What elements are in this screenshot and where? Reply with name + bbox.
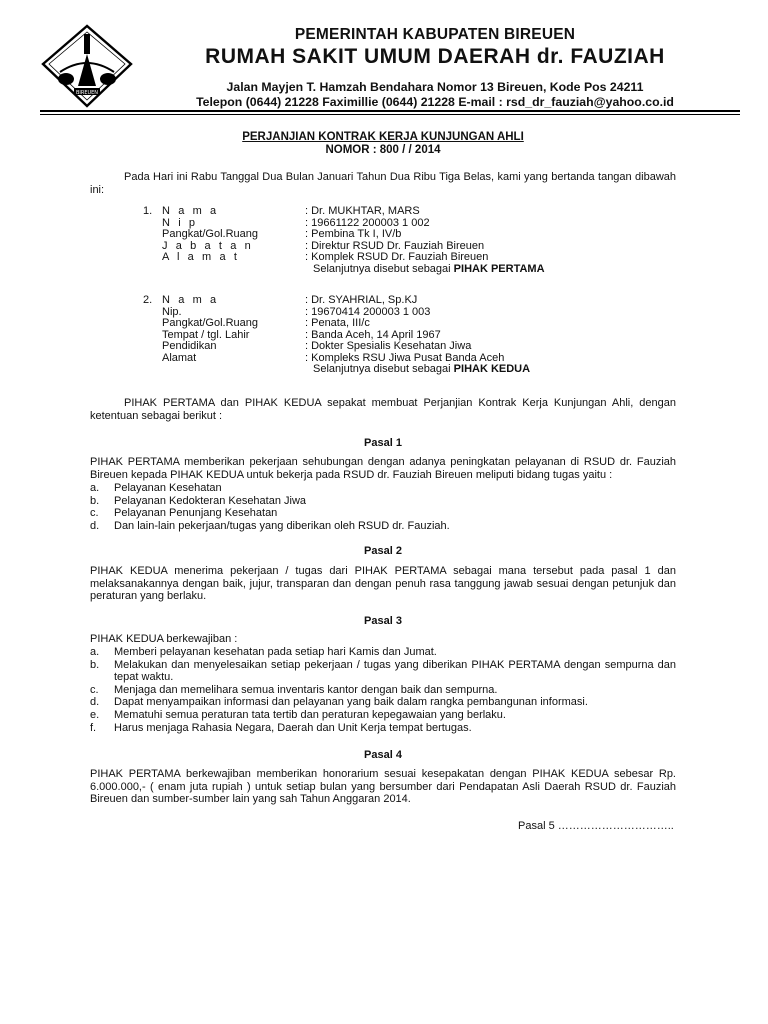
- party-two-value: : Dr. SYAHRIAL, Sp.KJ: [305, 294, 418, 306]
- party-two-label: Tempat / tgl. Lahir: [162, 328, 250, 341]
- pasal-3-title: Pasal 3: [364, 615, 402, 627]
- hospital-contact: Telepon (0644) 21228 Faximillie (0644) 21228 E-mail : rsd_dr_fauziah@yahoo.co.id: [196, 95, 674, 109]
- party-one-value: : Komplek RSUD Dr. Fauziah Bireuen: [305, 251, 489, 263]
- pasal-2-title: Pasal 2: [364, 545, 402, 557]
- party-one-label: N i p: [162, 216, 198, 229]
- list-item: b. Pelayanan Kedokteran Kesehatan Jiwa: [90, 494, 307, 507]
- pasal-4-text: PIHAK PERTAMA berkewajiban memberikan honorarium sesuai kesepakatan dengan PIHAK KEDUA sebesar Rp. 6.000.000,- ( enam juta rupiah ) untuk setiap bulan yang bersumber dari Pendapatan Asli Daerah RSUD dr. Fauziah Bireuen dan sumber-sumber lain yang sah Tahun Anggaran 2014.: [90, 768, 676, 806]
- list-item: c. Pelayanan Penunjang Kesehatan: [90, 507, 278, 520]
- pasal-3-list: [90, 646, 676, 734]
- pasal-1-text: PIHAK PERTAMA memberikan pekerjaan sehubungan dengan adanya peningkatan pelayanan di RSUD dr. Fauziah Bireuen kepada PIHAK KEDUA untuk bekerja pada RSUD dr. Fauziah Bireuen meliputi bidang tugas yaitu :: [90, 456, 676, 481]
- party-two-label: Pendidikan: [162, 340, 217, 352]
- party-two-label: N a m a: [162, 294, 219, 306]
- pasal-1-list: [90, 482, 676, 532]
- party-one-table: [143, 206, 703, 275]
- list-item: c. Menjaga dan memelihara semua inventaris kantor dengan baik dan sempurna.: [90, 683, 498, 696]
- list-item: e. Mematuhi semua peraturan tata tertib dan peraturan kepegawaian yang berlaku.: [90, 708, 506, 721]
- list-item: d. Dan lain-lain pekerjaan/tugas yang diberikan oleh RSUD dr. Fauziah.: [90, 519, 450, 532]
- list-item: d. Dapat menyampaikan informasi dan pelayanan yang baik dalam rangka pembangunan informasi.: [90, 696, 588, 709]
- party-one-label: N a m a: [162, 205, 219, 217]
- letterhead: [130, 26, 740, 110]
- party-two-designation: Selanjutnya disebut sebagai PIHAK KEDUA: [313, 363, 531, 375]
- pasal-2-text: PIHAK KEDUA menerima pekerjaan / tugas dari PIHAK PERTAMA sebagai mana tersebut pada pasal 1 dan melaksanakannya dengan baik, jujur, transparan dan dengan penuh rasa tanggung jawab sesuai dengan petunjuk dan peraturan yang berlaku.: [90, 565, 676, 603]
- party-one-label: Pangkat/Gol.Ruang: [162, 228, 259, 240]
- party-two-table: [143, 295, 703, 376]
- party-two-label: Alamat: [162, 351, 197, 364]
- party-one-value: : Pembina Tk I, IV/b: [305, 228, 402, 240]
- regency-logo: [40, 24, 134, 108]
- list-item: a. Pelayanan Kesehatan: [90, 482, 222, 494]
- party-one-designation: Selanjutnya disebut sebagai PIHAK PERTAMA: [313, 262, 545, 275]
- party-one-value: : Direktur RSUD Dr. Fauziah Bireuen: [305, 239, 485, 252]
- party-one-value: : Dr. MUKHTAR, MARS: [305, 205, 420, 217]
- pasal-3-text: PIHAK KEDUA berkewajiban :: [90, 633, 238, 645]
- party-two-value: : Kompleks RSU Jiwa Pusat Banda Aceh: [305, 351, 505, 364]
- party-two-label: Nip.: [162, 305, 182, 318]
- letterhead-divider-thin: [40, 114, 740, 115]
- agreement-paragraph: PIHAK PERTAMA dan PIHAK KEDUA sepakat membuat Perjanjian Kontrak Kerja Kunjungan Ahli, dengan ketentuan sebagai berikut :: [90, 397, 676, 422]
- list-item: a. Memberi pelayanan kesehatan pada setiap hari Kamis dan Jumat.: [90, 646, 437, 658]
- pasal-1-title: Pasal 1: [364, 437, 402, 449]
- party-two-value: : 19670414 200003 1 003: [305, 305, 431, 318]
- party-two-value: : Penata, III/c: [305, 317, 370, 329]
- intro-paragraph: Pada Hari ini Rabu Tanggal Dua Bulan Januari Tahun Dua Ribu Tiga Belas, kami yang bertanda tangan dibawah ini:: [90, 171, 676, 196]
- hospital-address: Jalan Mayjen T. Hamzah Bendahara Nomor 13 Bireuen, Kode Pos 24211: [226, 80, 644, 94]
- pasal-4-title: Pasal 4: [364, 749, 402, 761]
- party-one-label: A l a m a t: [162, 251, 240, 263]
- party-one-label: J a b a t a n: [162, 239, 254, 252]
- document-number: NOMOR : 800 / / 2014: [325, 144, 441, 156]
- document-title: PERJANJIAN KONTRAK KERJA KUNJUNGAN AHLI: [242, 131, 524, 143]
- party-two-value: : Dokter Spesialis Kesehatan Jiwa: [305, 340, 472, 352]
- list-item: f. Harus menjaga Rahasia Negara, Daerah dan Unit Kerja tempat bertugas.: [90, 721, 472, 734]
- party-one-value: : 19661122 200003 1 002: [305, 216, 430, 229]
- party-two-label: Pangkat/Gol.Ruang: [162, 317, 259, 329]
- letterhead-divider: [40, 110, 740, 112]
- hospital-name: RUMAH SAKIT UMUM DAERAH dr. FAUZIAH: [205, 45, 665, 68]
- party-one-number: 1.: [143, 205, 153, 217]
- party-two-value: : Banda Aceh, 14 April 1967: [305, 328, 441, 341]
- svg-text:BIREUEN: BIREUEN: [75, 90, 99, 96]
- next-pasal-marker: Pasal 5 …………………………..: [518, 820, 674, 832]
- government-name: PEMERINTAH KABUPATEN BIREUEN: [294, 26, 576, 43]
- party-two-number: 2.: [143, 294, 153, 306]
- list-item: b. Melakukan dan menyelesaikan setiap pekerjaan / tugas yang diberikan PIHAK PERTAMA dengan sempurna dan tepat waktu.: [90, 658, 676, 684]
